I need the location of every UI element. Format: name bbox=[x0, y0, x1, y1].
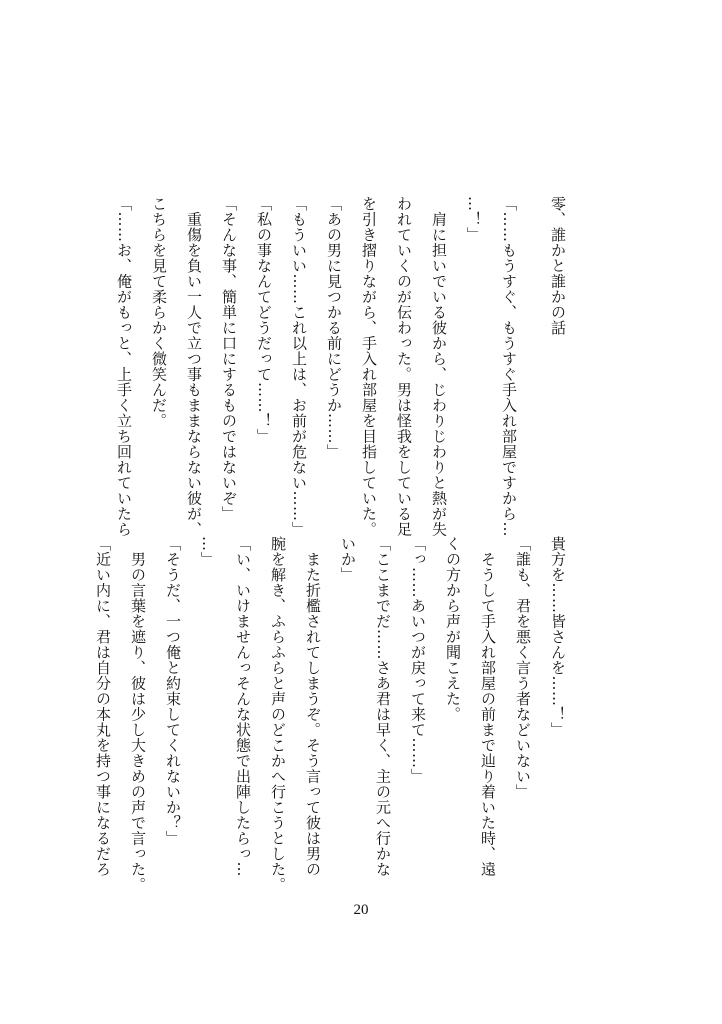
text-line: 「近い内に、君は自分の本丸を持つ事になるだろ bbox=[94, 536, 112, 877]
text-line: 「そうだ、一つ俺と約束してくれないか？」 bbox=[164, 536, 182, 846]
text-line: また折檻されてしまうぞ。そう言って彼は男の bbox=[304, 536, 322, 877]
text-line: 貴方を……皆さんを……！」 bbox=[549, 536, 567, 738]
text-line: 「そんな事、簡単に口にするものではないぞ」 bbox=[220, 196, 238, 522]
text-line: 「あの男に見つかる前にどうか……」 bbox=[325, 196, 343, 460]
upper-text-block bbox=[115, 196, 568, 537]
text-line: そうして手入れ部屋の前まで辿り着いた時、遠 bbox=[479, 536, 497, 877]
text-line: くの方から声が聞こえた。 bbox=[444, 536, 462, 722]
text-line: 重傷を負い一人で立つ事もままならない彼が、 bbox=[185, 196, 203, 537]
text-line: 「……お、俺がもっと、上手く立ち回れていたら bbox=[115, 196, 133, 537]
text-line: われていくのが伝わった。男は怪我をしている足 bbox=[395, 196, 413, 537]
text-line: 「っ……あいつが戻って来て……」 bbox=[409, 536, 427, 784]
text-line: …！」 bbox=[465, 196, 483, 243]
text-line: 「もういい……これ以上は、お前が危ない……」 bbox=[290, 196, 308, 537]
text-line: 「い、いけませんっそんな状態で出陣したらっ… bbox=[234, 536, 252, 877]
text-line: を引き摺りながら、手入れ部屋を目指していた。 bbox=[360, 196, 378, 537]
lower-text-block bbox=[94, 536, 568, 893]
text-line: …」 bbox=[199, 536, 217, 567]
text-line: 男の言葉を遮り、彼は少し大きめの声で言った。 bbox=[129, 536, 147, 893]
page-number: 20 bbox=[353, 902, 369, 918]
text-line: 「ここまでだ……さあ君は早く、主の元へ行かな bbox=[374, 536, 392, 877]
text-line: いか」 bbox=[339, 536, 357, 583]
text-line: こちらを見て柔らかく微笑んだ。 bbox=[150, 196, 168, 429]
text-line: 腕を解き、ふらふらと声のどこかへ行こうとした。 bbox=[269, 536, 287, 893]
text-line: 「……もうすぐ、もうすぐ手入れ部屋ですから… bbox=[500, 196, 518, 537]
text-line: 「誰も、君を悪く言う者などいない」 bbox=[514, 536, 532, 800]
text-line: 「私の事なんてどうだって……！」 bbox=[255, 196, 273, 444]
text-line: 肩に担いでいる彼から、じわりじわりと熱が失 bbox=[430, 196, 448, 537]
chapter-title: 零、誰かと誰かの話 bbox=[549, 196, 567, 336]
